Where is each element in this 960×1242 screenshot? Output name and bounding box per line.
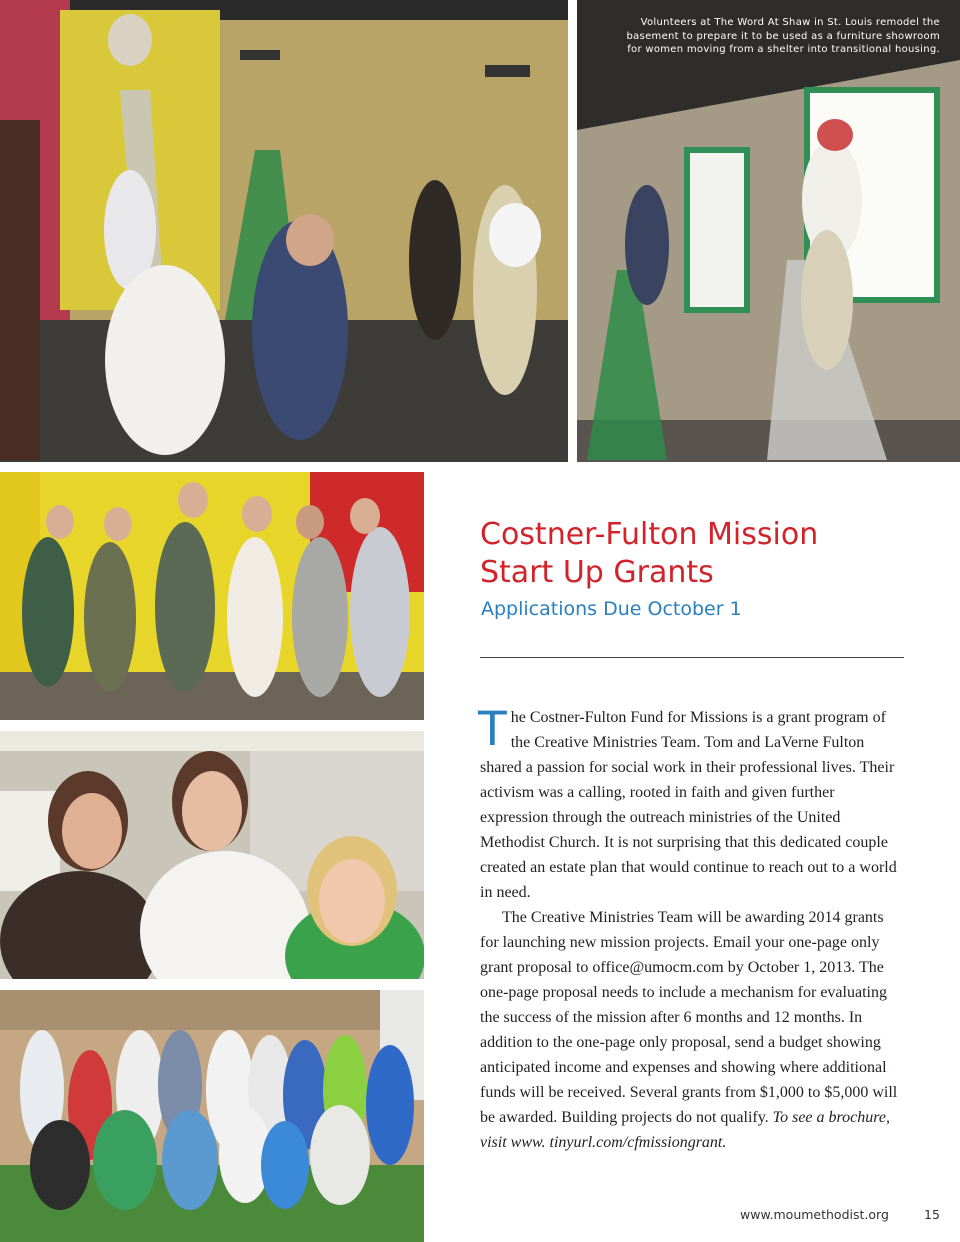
- article-paragraph-2: [480, 905, 904, 1155]
- article-subtitle: Applications Due October 1: [481, 598, 742, 620]
- photo-youth-group: [0, 990, 424, 1242]
- drop-cap: T: [478, 702, 507, 757]
- page-number: 15: [924, 1207, 940, 1222]
- photo-volunteers-window: [577, 0, 960, 462]
- paragraph-2-text: The Creative Ministries Team will be awarding 2014 grants for launching new mission projects. Email your one-page only grant proposal to office@umocm.com by October 1, 2013. The one-page proposal needs to include a mechanism for evaluating the success of the mission after 6 months and 12 months. In addition to the one-page only proposal, send a budget showing anticipated income and expenses and showing where additional funds will be received. Several grants from $1,000 to $5,000 will be awarded. Building projects do not qualify.: [480, 909, 898, 1126]
- paragraph-1-text: he Costner-Fulton Fund for Missions is a grant program of the Creative Ministries Team. Tom and LaVerne Fulton shared a passion for social work in their professional lives. Their activism was a calling, rooted in faith and given further expression through the outreach ministries of the United Methodist Church. It is not surprising that this dedicated couple created an estate plan that would continue to reach out to a world in need.: [480, 709, 897, 901]
- article-title-line-1: Costner-Fulton Mission: [480, 517, 819, 552]
- footer-website-url[interactable]: www.moumethodist.org: [740, 1207, 889, 1222]
- photo-three-women: [0, 731, 424, 979]
- article-title: [480, 516, 920, 592]
- article-title-line-2: Start Up Grants: [480, 555, 714, 590]
- brochure-link-note[interactable]: To see a brochure, visit www. tinyurl.com/cfmissiongrant.: [480, 1109, 890, 1151]
- article-body: [478, 702, 904, 1155]
- article-paragraph-1: [478, 702, 904, 905]
- title-divider: [480, 657, 904, 658]
- photo-volunteers-painting: [0, 0, 568, 462]
- photo-group-six-volunteers: [0, 472, 424, 720]
- photo-caption: Volunteers at The Word At Shaw in St. Louis remodel the basement to prepare it to be used as a furniture showroom for women moving from a shelter into transitional housing.: [626, 17, 940, 55]
